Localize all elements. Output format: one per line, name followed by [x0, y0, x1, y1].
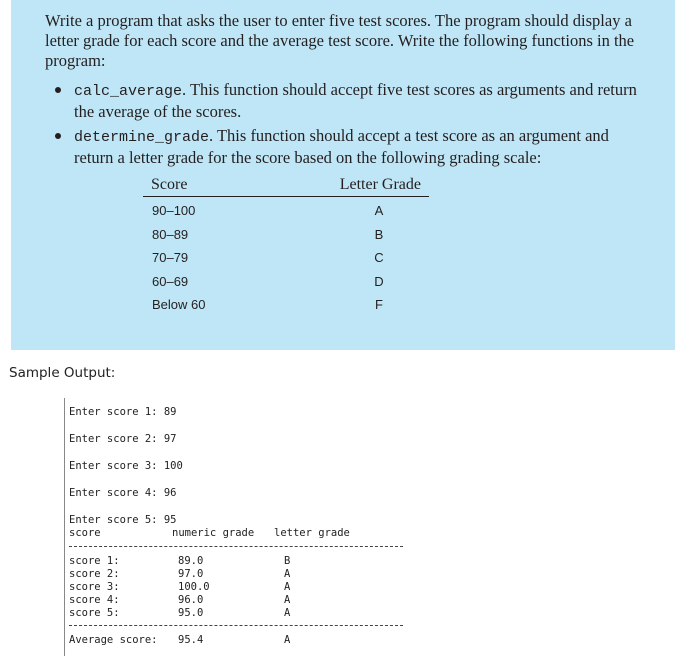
grading-table-header [143, 174, 429, 197]
sample-output-label: Sample Output: [9, 365, 116, 381]
grading-scale-table [143, 174, 429, 315]
function-name: calc_average [74, 83, 183, 100]
divider [69, 625, 403, 626]
function-description: . This function should accept five test scores as arguments and return the average of the scores. [74, 80, 637, 121]
grading-row: 60–69 D [152, 273, 384, 289]
col-header-letter: letter grade [274, 527, 350, 539]
grading-row: Below 60 F [152, 297, 383, 312]
divider [69, 546, 403, 547]
prompt-line: Enter score 1: 89 [69, 406, 177, 418]
sample-output-console [64, 398, 405, 656]
grading-row: 90–100 A [152, 203, 384, 218]
average-value: 95.4 [178, 634, 204, 646]
average-label: Average score: [69, 634, 158, 646]
prompt-line: Enter score 3: 100 [69, 460, 183, 472]
function-description: . This function should accept a test score as an argument and return a letter grade for the score based on the following grading scale: [74, 126, 609, 167]
header-letter-grade: Letter Grade [339, 176, 421, 193]
function-name: determine_grade [74, 129, 210, 146]
grading-row: 80–89 B [152, 226, 384, 242]
output-row: score 2: 97.0 A [69, 568, 291, 580]
average-row [65, 634, 405, 648]
output-header-row [65, 527, 405, 541]
prompt-line: Enter score 4: 96 [69, 487, 177, 499]
bullet-dot-icon [55, 87, 61, 93]
bullet-dot-icon [55, 133, 61, 139]
output-row: score 4: 96.0 A [69, 594, 291, 606]
average-letter: A [284, 634, 291, 646]
col-header-numeric: numeric grade [172, 527, 255, 539]
output-row: score 3: 100.0 A [69, 581, 291, 593]
output-row: score 1: 89.0 B [69, 555, 291, 567]
output-row: score 5: 95.0 A [69, 607, 291, 619]
grading-row: 70–79 C [152, 250, 384, 265]
prompt-line: Enter score 2: 97 [69, 433, 177, 445]
col-header-score: score [69, 527, 101, 539]
header-score: Score [151, 176, 188, 193]
problem-intro: Write a program that asks the user to enter five test scores. The program should display a letter grade for each score and the average test score. Write the following functions in the program: [45, 11, 635, 70]
prompt-line: Enter score 5: 95 [69, 514, 177, 526]
